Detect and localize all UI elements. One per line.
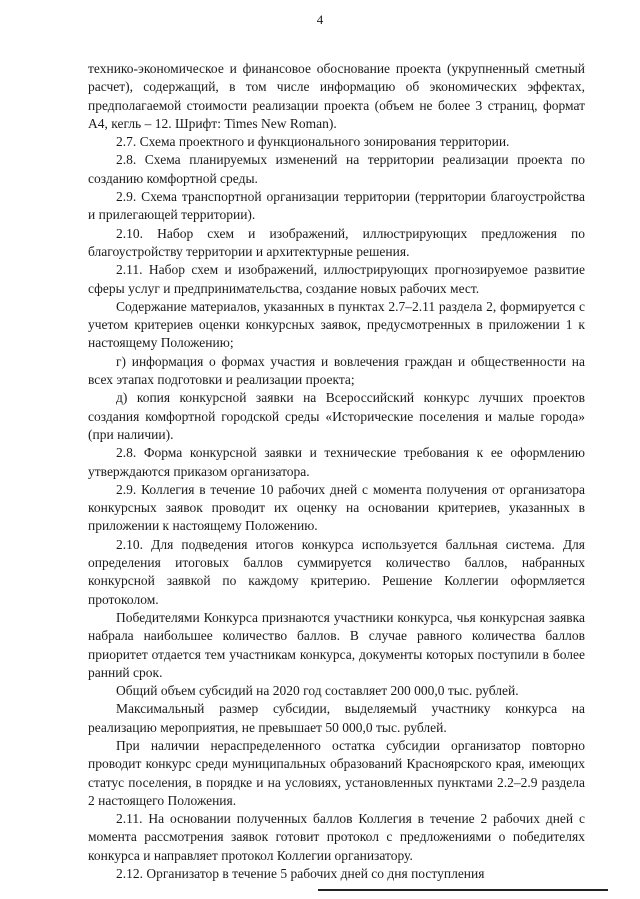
paragraph: Победителями Конкурса признаются участники конкурса, чья конкурсная заявка набрала наибольшее количество баллов. В случае равного количества баллов приоритет отдается тем участникам конкурса, документы которых поступили в более ранний срок. xyxy=(88,609,585,680)
paragraph: 2.9. Коллегия в течение 10 рабочих дней с момента получения от организатора конкурсных заявок проводит их оценку на основании критериев, указанных в приложении к настоящему Положению. xyxy=(88,481,585,534)
paragraph: 2.7. Схема проектного и функционального зонирования территории. xyxy=(116,134,510,150)
paragraph: 2.11. На основании полученных баллов Коллегия в течение 2 рабочих дней с момента рассмотрения заявок готовит протокол с предложениями о победителях конкурса и направляет протокол Коллегии организатору. xyxy=(88,811,585,863)
footer-divider xyxy=(318,889,608,891)
paragraph: 2.8. Схема планируемых изменений на территории реализации проекта по созданию комфортной среды. xyxy=(88,152,585,186)
paragraph: 2.10. Для подведения итогов конкурса используется балльная система. Для определения итоговых баллов суммируется количество баллов, набранных конкурсной заявкой по каждому критерию. Решение Коллегии оформляется протоколом. xyxy=(88,536,585,607)
paragraph: 2.10. Набор схем и изображений, иллюстрирующих предложения по благоустройству территории и архитектурные решения. xyxy=(88,225,585,259)
page-number: 4 xyxy=(316,12,324,27)
paragraph: При наличии нераспределенного остатка субсидии организатор повторно проводит конкурс среди муниципальных образований Красноярского края, имеющих статус поселения, в порядке и на условиях, установленных пунктами 2.2–2.9 раздела 2 настоящего Положения. xyxy=(88,737,585,808)
document-body xyxy=(88,60,585,883)
paragraph: Общий объем субсидий на 2020 год составляет 200 000,0 тыс. рублей. xyxy=(116,683,519,699)
paragraph: г) информация о формах участия и вовлечения граждан и общественности на всех этапах подготовки и реализации проекта; xyxy=(88,353,585,388)
paragraph: Содержание материалов, указанных в пунктах 2.7–2.11 раздела 2, формируется с учетом критериев оценки конкурсных заявок, предусмотренных в приложении 1 к настоящему Положению; xyxy=(88,298,585,351)
paragraph: 2.11. Набор схем и изображений, иллюстрирующих прогнозируемое развитие сферы услуг и предпринимательства, создание новых рабочих мест. xyxy=(88,262,585,296)
paragraph: 2.12. Организатор в течение 5 рабочих дней со дня поступления xyxy=(116,866,485,882)
paragraph: Максимальный размер субсидии, выделяемый участнику конкурса на реализацию мероприятия, не превышает 50 000,0 тыс. рублей. xyxy=(88,701,585,735)
paragraph: 2.8. Форма конкурсной заявки и технические требования к ее оформлению утверждаются приказом организатора. xyxy=(88,445,585,479)
paragraph: технико-экономическое и финансовое обоснование проекта (укрупненный сметный расчет), содержащий, в том числе информацию об экономических эффектах, предполагаемой стоимости реализации проекта (объем не более 3 страниц, формат А4, кегль – 12. Шрифт: Times New Roman). xyxy=(88,61,585,131)
paragraph: 2.9. Схема транспортной организации территории (территории благоустройства и прилегающей территории). xyxy=(88,189,585,223)
paragraph: д) копия конкурсной заявки на Всероссийский конкурс лучших проектов создания комфортной городской среды «Исторические поселения и малые города» (при наличии). xyxy=(88,390,585,442)
